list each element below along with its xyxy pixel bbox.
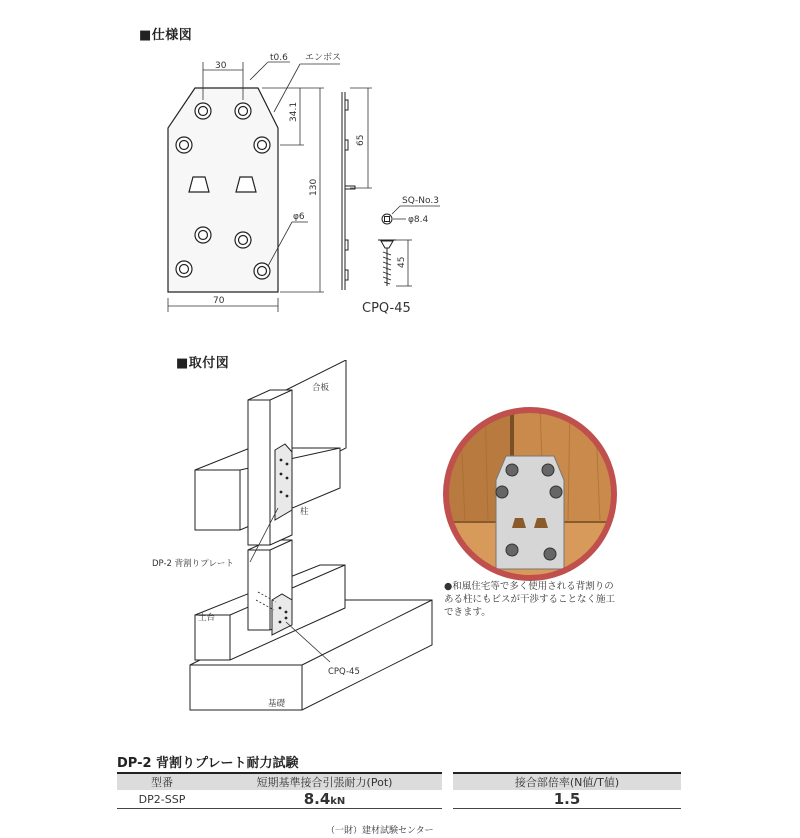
screw-name-label: CPQ-45 — [362, 301, 411, 316]
test-table-title: DP-2 背割りプレート耐力試験 — [117, 756, 299, 771]
spec-section-title: ■仕様図 — [139, 28, 193, 43]
emboss-slot-right — [236, 177, 256, 192]
label-plate: DP-2 背割りプレート — [152, 559, 234, 569]
test-table-right — [453, 772, 681, 809]
photo-note: ●和風住宅等で多く使用される背割りのある柱にもビスが干渉することなく施工できます。 — [444, 581, 616, 618]
screw-len-label: 45 — [397, 256, 407, 268]
credit-text: （一財）建材試験センター — [326, 826, 434, 836]
col-strength: 短期基準接合引張耐力(Pot) — [207, 773, 442, 790]
strength-value: 8.4 — [303, 790, 331, 808]
screw-phi-label: φ8.4 — [408, 215, 429, 225]
dim-70: 70 — [213, 296, 225, 306]
screw-head-label: SQ-No.3 — [402, 196, 439, 206]
cell-model: DP2-SSP — [138, 792, 186, 806]
installation-photo — [440, 404, 620, 584]
label-sill: 土台 — [198, 613, 216, 623]
emboss-slot-left — [189, 177, 209, 192]
col-ratio: 接合部倍率(N値/T値) — [453, 773, 681, 790]
install-drawing — [0, 360, 440, 720]
test-table-left — [117, 772, 442, 809]
label-plywood: 合板 — [312, 383, 330, 393]
ratio-value: 1.5 — [553, 790, 581, 808]
dim-phi6: φ6 — [293, 212, 305, 222]
strength-unit: kN — [330, 796, 346, 807]
install-section-title: ■取付図 — [176, 356, 230, 371]
dim-130: 130 — [309, 178, 319, 196]
label-foundation: 基礎 — [268, 699, 286, 709]
cell-strength — [207, 790, 442, 809]
dim-30: 30 — [215, 61, 227, 71]
label-column: 柱 — [300, 507, 309, 517]
dim-thickness: t0.6 — [270, 53, 288, 63]
dim-65: 65 — [356, 134, 366, 146]
dim-34: 34.1 — [289, 101, 299, 122]
label-screw: CPQ-45 — [328, 667, 360, 677]
spec-drawing — [0, 0, 800, 330]
dim-emboss: エンボス — [305, 53, 342, 63]
col-model: 型番 — [117, 773, 207, 790]
